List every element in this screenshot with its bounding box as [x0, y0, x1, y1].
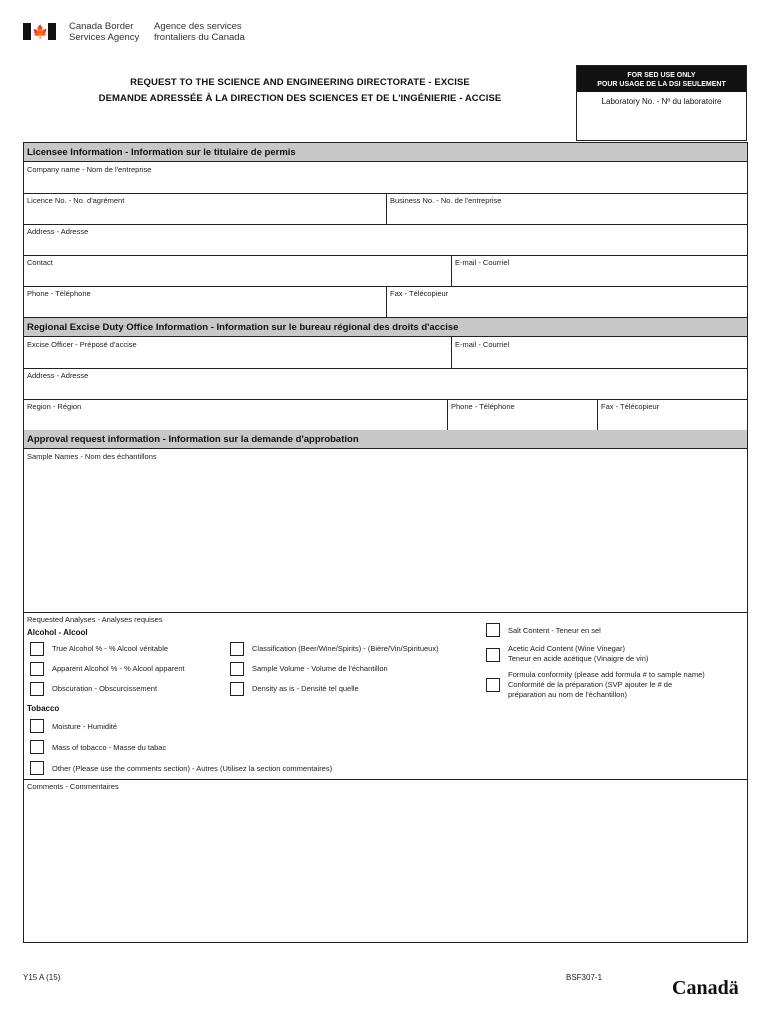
other-analysis-checkbox[interactable]: [30, 761, 44, 775]
formula-label-line-3: préparation au nom de l'échantillon): [508, 690, 628, 699]
agency-name-en: [69, 21, 139, 43]
true-alcohol-label: True Alcohol % - % Alcool véritable: [52, 644, 169, 653]
salt-content-checkbox[interactable]: [486, 623, 500, 637]
density-label: Density as is - Densité tel quelle: [252, 684, 359, 693]
obscuration-label: Obscuration - Obscurcissement: [52, 684, 158, 693]
divider: [451, 255, 452, 286]
agency-fr-line-1: Agence des services: [154, 21, 242, 32]
divider: [597, 399, 598, 430]
acetic-acid-label-en: Acetic Acid Content (Wine Vinegar): [508, 644, 626, 653]
divider: [24, 399, 747, 400]
form-title-fr: DEMANDE ADRESSÉE À LA DIRECTION DES SCIENCES ET DE L'INGÉNIERIE - ACCISE: [98, 93, 502, 104]
licensee-phone-field[interactable]: Phone - Téléphone: [27, 289, 91, 298]
acetic-acid-label-fr: Teneur en acide acétique (Vinaigre de vin): [508, 654, 649, 663]
acetic-acid-label: [508, 644, 648, 664]
sed-heading: [577, 66, 746, 92]
moisture-checkbox[interactable]: [30, 719, 44, 733]
form-number: Y15 A (15): [23, 973, 61, 982]
divider: [447, 399, 448, 430]
formula-conformity-label: [508, 670, 705, 700]
regional-fax-field[interactable]: Fax - Télécopieur: [601, 402, 660, 411]
licensee-section-heading: Licensee Information - Information sur le titulaire de permis: [24, 143, 747, 162]
excise-officer-field[interactable]: Excise Officer - Préposé d'accise: [27, 340, 137, 349]
divider: [451, 337, 452, 368]
licensee-address-field[interactable]: Address - Adresse: [27, 227, 89, 236]
density-checkbox[interactable]: [230, 682, 244, 696]
requested-analyses-label: Requested Analyses - Analyses requises: [27, 615, 163, 624]
approval-section-heading: Approval request information - Information sur la demande d'approbation: [24, 430, 747, 449]
formula-label-line-2: Conformité de la préparation (SVP ajouter le # de: [508, 680, 673, 689]
agency-fr-line-2: frontaliers du Canada: [154, 32, 245, 43]
agency-en-line-1: Canada Border: [69, 21, 134, 32]
divider: [24, 224, 747, 225]
canada-flag-icon: 🍁: [23, 23, 56, 40]
salt-content-label: Salt Content - Teneur en sel: [508, 626, 601, 635]
regional-section-heading: Regional Excise Duty Office Information - Information sur le bureau régional des droits d'accise: [24, 318, 747, 337]
agency-name-fr: [154, 21, 245, 43]
bsf-number: BSF307-1: [566, 973, 603, 982]
sample-volume-label: Sample Volume - Volume de l'échantillon: [252, 664, 388, 673]
form-title-en: REQUEST TO THE SCIENCE AND ENGINEERING DIRECTORATE - EXCISE: [130, 77, 470, 88]
moisture-label: Moisture - Humidité: [52, 722, 118, 731]
business-no-field[interactable]: Business No. - No. de l'entreprise: [390, 196, 502, 205]
formula-conformity-checkbox[interactable]: [486, 678, 500, 692]
tobacco-heading: Tobacco: [27, 704, 60, 713]
obscuration-checkbox[interactable]: [30, 682, 44, 696]
mass-of-tobacco-label: Mass of tobacco - Masse du tabac: [52, 743, 167, 752]
divider: [386, 286, 387, 317]
regional-phone-field[interactable]: Phone - Téléphone: [451, 402, 515, 411]
licence-no-field[interactable]: Licence No. - No. d'agrément: [27, 196, 125, 205]
regional-email-field[interactable]: E-mail - Courriel: [455, 340, 510, 349]
sed-use-box: [576, 65, 747, 141]
acetic-acid-checkbox[interactable]: [486, 648, 500, 662]
mass-of-tobacco-checkbox[interactable]: [30, 740, 44, 754]
request-form: [23, 142, 748, 943]
contact-field[interactable]: Contact: [27, 258, 53, 267]
regional-address-field[interactable]: Address - Adresse: [27, 371, 89, 380]
licensee-email-field[interactable]: E-mail - Courriel: [455, 258, 510, 267]
alcohol-heading: Alcohol - Alcool: [27, 628, 88, 637]
canada-wordmark: Canadä: [672, 977, 739, 999]
divider: [24, 255, 747, 256]
company-name-field[interactable]: Company name - Nom de l'entreprise: [27, 165, 152, 174]
sample-volume-checkbox[interactable]: [230, 662, 244, 676]
divider: [24, 779, 747, 780]
laboratory-no-label: Laboratory No. - Nº du laboratoire: [601, 97, 722, 106]
divider: [24, 612, 747, 613]
classification-label: Classification (Beer/Wine/Spirits) - (Bière/Vin/Spiritueux): [252, 644, 439, 653]
region-field[interactable]: Region - Région: [27, 402, 82, 411]
sed-heading-fr: POUR USAGE DE LA DSI SEULEMENT: [597, 81, 726, 88]
sed-heading-en: FOR SED USE ONLY: [627, 72, 696, 79]
licensee-fax-field[interactable]: Fax - Télécopieur: [390, 289, 449, 298]
divider: [386, 193, 387, 224]
divider: [24, 368, 747, 369]
sample-names-field[interactable]: Sample Names - Nom des échantillons: [27, 452, 157, 461]
true-alcohol-checkbox[interactable]: [30, 642, 44, 656]
comments-field[interactable]: Comments - Commentaires: [27, 782, 119, 791]
other-analysis-label: Other (Please use the comments section) - Autres (Utilisez la section commentaires): [52, 764, 333, 773]
classification-checkbox[interactable]: [230, 642, 244, 656]
apparent-alcohol-label: Apparent Alcohol % - % Alcool apparent: [52, 664, 185, 673]
agency-en-line-2: Services Agency: [69, 32, 140, 43]
apparent-alcohol-checkbox[interactable]: [30, 662, 44, 676]
formula-label-line-1: Formula conformity (please add formula # to sample name): [508, 670, 705, 679]
